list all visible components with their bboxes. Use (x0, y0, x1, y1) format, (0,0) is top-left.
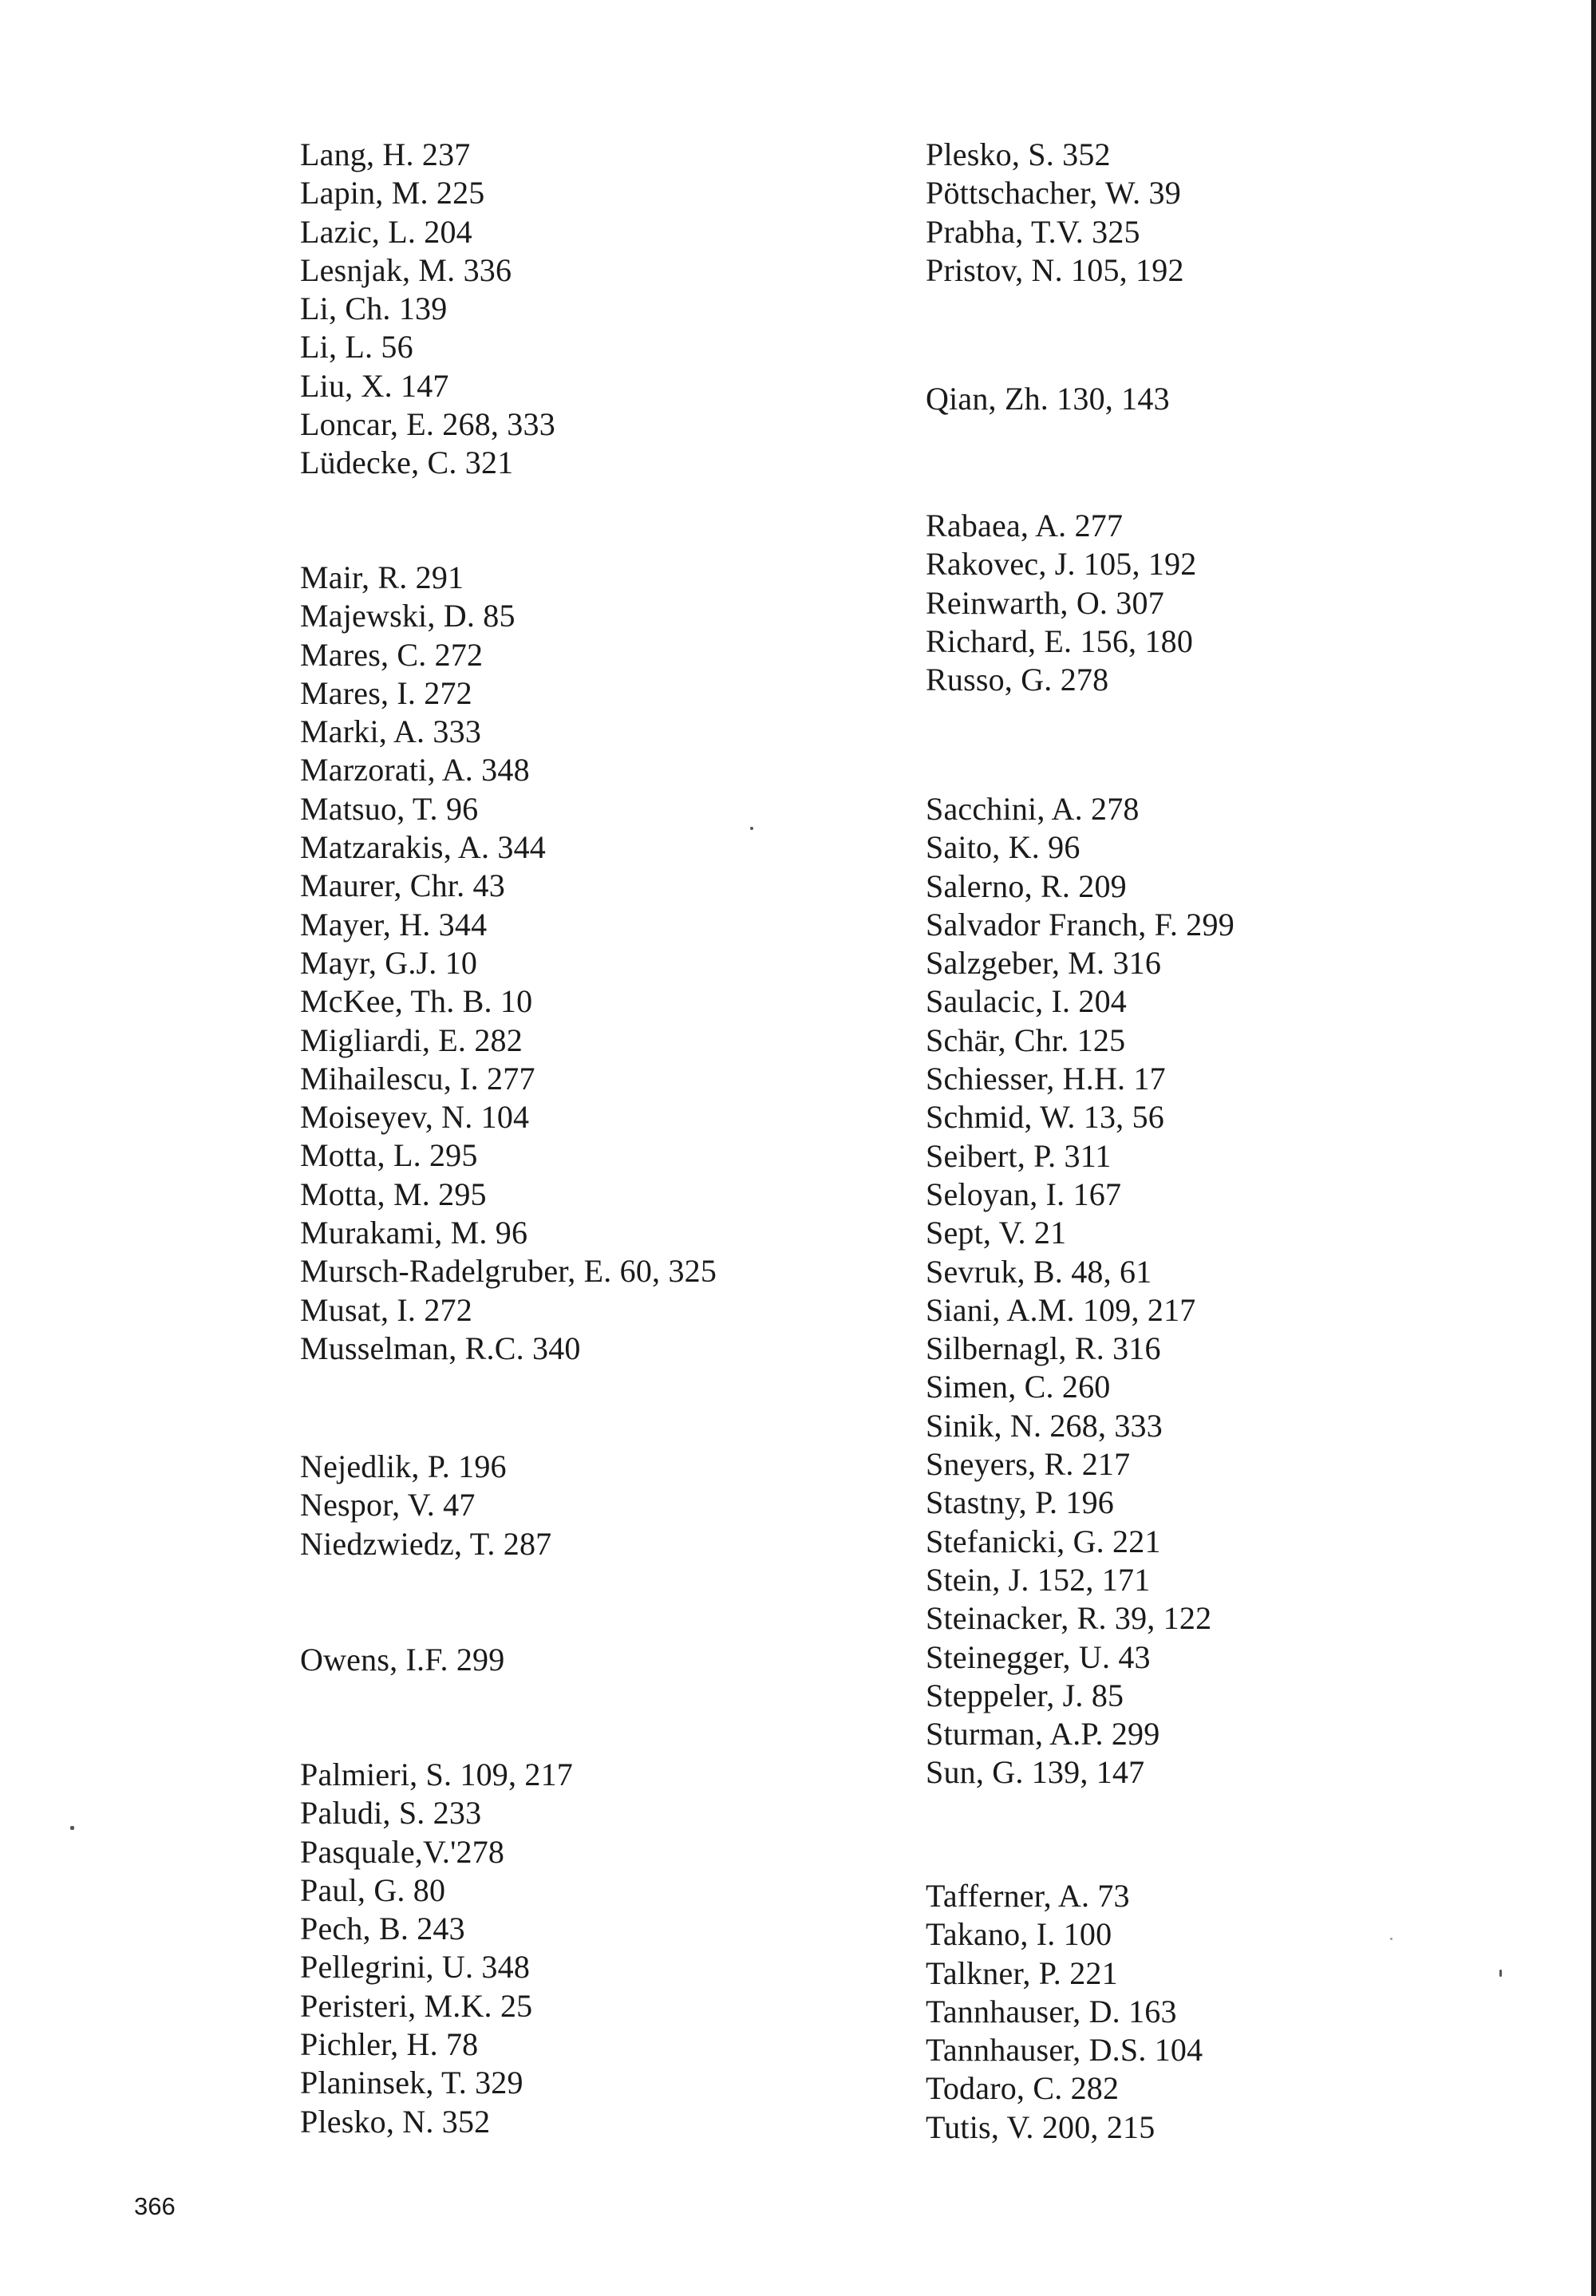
scan-speck (1390, 1938, 1393, 1940)
index-entry: Migliardi, E. 282 (300, 1022, 523, 1058)
index-entry: Nejedlik, P. 196 (300, 1448, 507, 1484)
index-entry: Planinsek, T. 329 (300, 2065, 523, 2101)
index-entry: Pöttschacher, W. 39 (926, 175, 1181, 211)
index-entry: Mayr, G.J. 10 (300, 944, 478, 981)
index-entry: Matzarakis, A. 344 (300, 829, 546, 866)
index-entry: Sinik, N. 268, 333 (926, 1407, 1163, 1444)
index-entry: Schär, Chr. 125 (926, 1022, 1126, 1058)
index-entry: Salvador Franch, F. 299 (926, 906, 1235, 943)
index-entry: Rabaea, A. 277 (926, 508, 1124, 543)
index-entry: Sturman, A.P. 299 (926, 1716, 1160, 1753)
index-entry: Rakovec, J. 105, 192 (926, 546, 1197, 583)
index-entry: Lüdecke, C. 321 (300, 445, 514, 481)
index-entry: Russo, G. 278 (926, 662, 1109, 698)
index-entry: Mares, C. 272 (300, 636, 484, 673)
index-entry: Li, Ch. 139 (300, 290, 448, 327)
index-entry: Lazic, L. 204 (300, 213, 472, 250)
index-entry: Sept, V. 21 (926, 1215, 1067, 1251)
index-entry: Musat, I. 272 (300, 1291, 472, 1328)
index-group-o (300, 1641, 504, 1679)
index-entry: Mair, R. 291 (300, 559, 464, 595)
index-entry: Pichler, H. 78 (300, 2026, 479, 2063)
index-entry: Maurer, Chr. 43 (300, 867, 505, 904)
index-entry: Liu, X. 147 (300, 367, 449, 404)
index-entry: Mihailescu, I. 277 (300, 1060, 535, 1097)
index-entry: Mursch-Radelgruber, E. 60, 325 (300, 1253, 717, 1290)
index-group-q (926, 380, 1170, 418)
index-entry: Saito, K. 96 (926, 829, 1080, 866)
index-entry: Steppeler, J. 85 (926, 1677, 1124, 1713)
index-entry: Pellegrini, U. 348 (300, 1949, 531, 1986)
index-entry: Tannhauser, D.S. 104 (926, 2032, 1203, 2069)
index-entry: Pech, B. 243 (300, 1911, 465, 1947)
index-entry: Steinacker, R. 39, 122 (926, 1600, 1212, 1637)
index-group-s (926, 790, 1235, 1792)
index-entry: Plesko, N. 352 (300, 2103, 491, 2140)
index-group-l (300, 136, 555, 483)
index-entry: Steinegger, U. 43 (926, 1638, 1151, 1675)
index-entry: Pristov, N. 105, 192 (926, 251, 1184, 288)
index-entry: Siani, A.M. 109, 217 (926, 1291, 1196, 1328)
index-entry: Li, L. 56 (300, 329, 413, 366)
index-entry: Mayer, H. 344 (300, 906, 488, 943)
index-entry: Tafferner, A. 73 (926, 1878, 1130, 1914)
index-entry: Stastny, P. 196 (926, 1484, 1115, 1521)
index-entry: Stefanicki, G. 221 (926, 1523, 1161, 1559)
index-entry: Stein, J. 152, 171 (926, 1561, 1151, 1598)
index-entry: Silbernagl, R. 316 (926, 1330, 1161, 1367)
index-entry: Marzorati, A. 348 (300, 752, 530, 788)
index-entry: Sevruk, B. 48, 61 (926, 1253, 1152, 1290)
page-number: 366 (134, 2192, 176, 2220)
index-entry: Peristeri, M.K. 25 (300, 1987, 533, 2024)
index-entry: Plesko, S. 352 (926, 136, 1111, 172)
index-entry: Paul, G. 80 (300, 1871, 446, 1908)
page-edge (1591, 0, 1596, 2296)
index-entry: McKee, Th. B. 10 (300, 983, 533, 1020)
index-entry: Niedzwiedz, T. 287 (300, 1525, 552, 1562)
index-entry: Seibert, P. 311 (926, 1137, 1112, 1174)
index-group-m (300, 559, 717, 1368)
index-entry: Salerno, R. 209 (926, 867, 1127, 904)
index-entry: Matsuo, T. 96 (300, 790, 479, 827)
index-group-p (300, 1756, 573, 2141)
index-entry: Paludi, S. 233 (300, 1795, 482, 1832)
index-entry: Qian, Zh. 130, 143 (926, 381, 1170, 417)
index-group-t (926, 1877, 1203, 2147)
index-entry: Marki, A. 333 (300, 713, 482, 750)
index-entry: Takano, I. 100 (926, 1916, 1112, 1953)
index-entry: Lang, H. 237 (300, 136, 471, 172)
index-entry: Tutis, V. 200, 215 (926, 2108, 1156, 2145)
index-entry: Majewski, D. 85 (300, 598, 516, 634)
index-group-p-continued (926, 136, 1184, 290)
index-entry: Schiesser, H.H. 17 (926, 1061, 1166, 1097)
index-entry: Todaro, C. 282 (926, 2070, 1120, 2107)
index-entry: Lapin, M. 225 (300, 175, 485, 211)
index-entry: Salzgeber, M. 316 (926, 945, 1162, 982)
scan-speck (70, 1826, 74, 1830)
index-entry: Saulacic, I. 204 (926, 983, 1128, 1020)
index-entry: Prabha, T.V. 325 (926, 213, 1140, 250)
index-entry: Seloyan, I. 167 (926, 1176, 1122, 1212)
index-group-r (926, 507, 1197, 699)
index-entry: Simen, C. 260 (926, 1369, 1111, 1405)
scan-speck (750, 827, 753, 830)
index-entry: Sun, G. 139, 147 (926, 1754, 1145, 1791)
index-entry: Palmieri, S. 109, 217 (300, 1757, 573, 1792)
index-entry: Schmid, W. 13, 56 (926, 1099, 1164, 1136)
index-group-n (300, 1448, 551, 1563)
index-entry: Richard, E. 156, 180 (926, 622, 1194, 659)
index-entry: Mares, I. 272 (300, 674, 472, 711)
index-entry: Lesnjak, M. 336 (300, 251, 512, 288)
scan-speck (1499, 1970, 1502, 1977)
index-entry: Loncar, E. 268, 333 (300, 406, 555, 443)
index-entry: Motta, M. 295 (300, 1176, 487, 1212)
index-entry: Sacchini, A. 278 (926, 791, 1140, 827)
index-entry: Owens, I.F. 299 (300, 1642, 505, 1678)
index-entry: Moiseyev, N. 104 (300, 1099, 530, 1136)
index-entry: Motta, L. 295 (300, 1137, 478, 1174)
index-entry: Sneyers, R. 217 (926, 1446, 1131, 1483)
index-entry: Pasquale,V.'278 (300, 1833, 505, 1870)
index-entry: Musselman, R.C. 340 (300, 1330, 581, 1366)
index-entry: Reinwarth, O. 307 (926, 584, 1164, 621)
index-entry: Nespor, V. 47 (300, 1487, 476, 1523)
index-entry: Murakami, M. 96 (300, 1215, 528, 1251)
index-entry: Talkner, P. 221 (926, 1954, 1118, 1991)
index-entry: Tannhauser, D. 163 (926, 1993, 1177, 2029)
